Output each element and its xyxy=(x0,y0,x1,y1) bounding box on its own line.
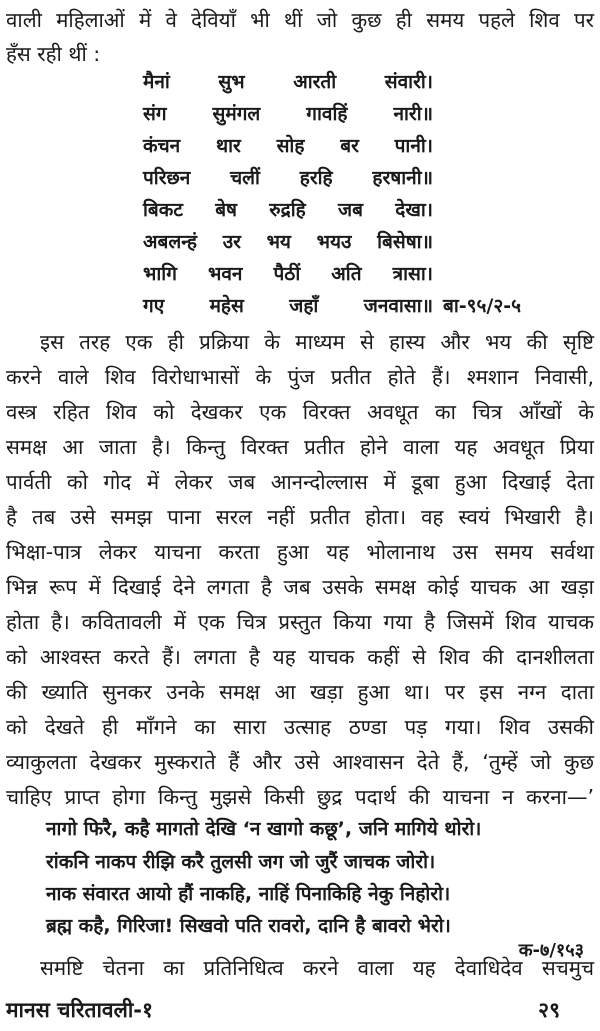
book-title: मानस चरितावली-१ xyxy=(6,998,153,1022)
verse-line: बिकट बेष रुद्रहि जब देखा। xyxy=(143,199,433,221)
verse-line: कंचन थार सोह बर पानी। xyxy=(143,135,433,157)
paragraph-line: करने वाले शिव विरोधाभासों के पुंज प्रतीत होते हैं। श्मशान निवासी, xyxy=(6,365,594,389)
paragraph-line: इस तरह एक ही प्रक्रिया के माध्यम से हास्य और भय की सृष्टि xyxy=(40,330,594,354)
closing-line: समष्टि चेतना का प्रतिनिधित्व करने वाला यह देवाधिदेव सचमुच xyxy=(40,956,594,980)
verse-line: रांकनि नाकप रीझि करै तुलसी जग जो जुरैं जाचक जोरो। xyxy=(46,851,436,873)
paragraph-line: को आश्वस्त करते हैं। लगता है यह याचक कहीं से शिव की दानशीलता xyxy=(6,645,594,669)
verse-reference: क-७/१५३ xyxy=(518,940,584,961)
verse-line: मैनां सुभ आरती संवारी। xyxy=(143,71,433,93)
paragraph-line: पार्वती को गोद में लेकर जब आनन्दोल्लास में डूबा हुआ दिखाई देता xyxy=(6,470,594,494)
intro-line: वाली महिलाओं में वे देवियाँ भी थीं जो कुछ ही समय पहले शिव पर xyxy=(6,8,594,32)
paragraph-line: व्याकुलता देखकर मुस्कराते हैं और उसे आश्वासन देते हैं, ‘तुम्हें जो कुछ xyxy=(6,750,594,774)
paragraph-line: समक्ष आ जाता है। किन्तु विरक्त प्रतीत होने वाला यह अवधूत प्रिया xyxy=(6,435,594,459)
paragraph-line: चाहिए प्राप्त होगा किन्तु मुझसे किसी छुद्र पदार्थ की याचना न करना—’ xyxy=(6,785,594,809)
verse-line: गए महेस जहाँ जनवासा॥ xyxy=(143,295,433,317)
intro-line: हँस रही थीं : xyxy=(6,42,101,66)
paragraph-line: की ख्याति सुनकर उनके समक्ष आ खड़ा हुआ था। पर इस नग्न दाता xyxy=(6,680,594,704)
paragraph-line: होता है। कवितावली में एक चित्र प्रस्तुत किया गया है जिसमें शिव याचक xyxy=(6,610,594,634)
paragraph-line: भिन्न रूप में दिखाई देने लगता है जब उसके समक्ष कोई याचक आ खड़ा xyxy=(6,575,594,599)
verse-line: भागि भवन पैठीं अति त्रासा। xyxy=(143,263,433,285)
verse-line: नागो फिरै, कहै मागतो देखि ‘न खागो कछू’, जनि मागिये थोरो। xyxy=(46,818,482,840)
paragraph-line: वस्त्र रहित शिव को देखकर एक विरक्त अवधूत का चित्र आँखों के xyxy=(6,400,594,424)
verse-line: नाक संवारत आयो हौं नाकहि, नाहिं पिनाकिहि नेकु निहोरो। xyxy=(46,883,451,905)
paragraph-line: भिक्षा-पात्र लेकर याचना करता हुआ यह भोलानाथ उस समय सर्वथा xyxy=(6,540,594,564)
verse-reference: बा-९५/२-५ xyxy=(443,295,522,317)
paragraph-line: है तब उसे समझ पाना सरल नहीं प्रतीत होता। वह स्वयं भिखारी है। xyxy=(6,505,594,529)
page-number: २९ xyxy=(538,998,560,1022)
verse-line: परिछन चलीं हरहि हरषानी॥ xyxy=(143,167,433,189)
verse-line: अबलन्हं उर भय भयउ बिसेषा॥ xyxy=(143,231,433,253)
verse-line: ब्रह्म कहै, गिरिजा! सिखवो पति रावरो, दानि है बावरो भेरो। xyxy=(46,915,451,937)
paragraph-line: को देखते ही माँगने का सारा उत्साह ठण्डा पड़ गया। शिव उसकी xyxy=(6,715,594,739)
verse-line: संग सुमंगल गावहिं नारी॥ xyxy=(143,103,433,125)
